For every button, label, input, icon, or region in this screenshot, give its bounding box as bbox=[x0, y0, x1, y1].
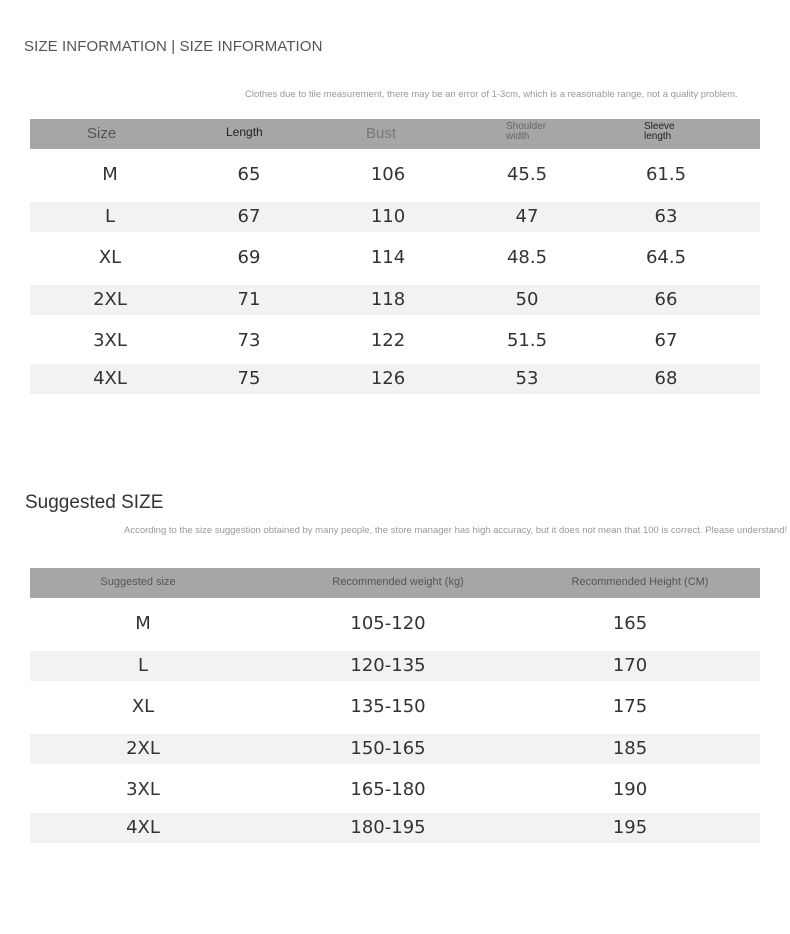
table-cell: 106 bbox=[370, 164, 406, 185]
table-cell: 185 bbox=[612, 738, 648, 759]
table-cell: 75 bbox=[237, 368, 261, 389]
size-chart-header bbox=[30, 119, 760, 149]
size-information-title: SIZE INFORMATION | SIZE INFORMATION bbox=[24, 38, 323, 55]
header-bust: Bust bbox=[366, 125, 397, 142]
table-row bbox=[30, 243, 760, 273]
table-cell: 68 bbox=[654, 368, 678, 389]
table-cell: 48.5 bbox=[506, 247, 548, 268]
table-cell: 73 bbox=[237, 330, 261, 351]
measurement-note: Clothes due to tile measurement, there may be an error of 1-3cm, which is a reasonable range, not a quality problem. bbox=[245, 89, 738, 100]
table-row bbox=[30, 692, 760, 722]
table-row bbox=[30, 364, 760, 394]
table-cell: 195 bbox=[612, 817, 648, 838]
table-cell: 53 bbox=[515, 368, 539, 389]
table-cell: 110 bbox=[370, 206, 406, 227]
header-suggested-size: Suggested size bbox=[100, 576, 176, 588]
header-recommended-weight: Recommended weight (kg) bbox=[332, 576, 464, 588]
table-cell: 2XL bbox=[93, 289, 127, 310]
suggested-size-header bbox=[30, 568, 760, 598]
table-cell: 2XL bbox=[126, 738, 160, 759]
table-cell: 114 bbox=[370, 247, 406, 268]
table-cell: L bbox=[104, 206, 116, 227]
table-cell: 69 bbox=[237, 247, 261, 268]
table-cell: 118 bbox=[370, 289, 406, 310]
suggested-size-table bbox=[30, 568, 760, 848]
table-cell: 4XL bbox=[126, 817, 160, 838]
table-row bbox=[30, 609, 760, 639]
table-cell: 3XL bbox=[126, 779, 160, 800]
table-cell: XL bbox=[98, 247, 122, 268]
table-cell: 45.5 bbox=[506, 164, 548, 185]
header-shoulder-width bbox=[506, 122, 546, 152]
header-shoulder-line1: Shoulder bbox=[506, 121, 547, 132]
header-size: Size bbox=[87, 125, 117, 142]
table-cell: 126 bbox=[370, 368, 406, 389]
suggested-size-note: According to the size suggestion obtained by many people, the store manager has high accuracy, but it does not mean that 100 is correct. Please understand! bbox=[124, 525, 788, 536]
table-row bbox=[30, 326, 760, 356]
table-cell: 150-165 bbox=[350, 738, 426, 759]
table-cell: M bbox=[102, 164, 118, 185]
table-cell: 190 bbox=[612, 779, 648, 800]
header-sleeve-length bbox=[644, 122, 675, 152]
table-cell: 50 bbox=[515, 289, 539, 310]
header-shoulder-line2: width bbox=[506, 131, 530, 142]
table-cell: 120-135 bbox=[350, 655, 426, 676]
table-row bbox=[30, 202, 760, 232]
table-row bbox=[30, 813, 760, 843]
table-cell: 175 bbox=[612, 696, 648, 717]
table-cell: 64.5 bbox=[645, 247, 687, 268]
table-cell: 61.5 bbox=[645, 164, 687, 185]
table-cell: 67 bbox=[654, 330, 678, 351]
table-row bbox=[30, 775, 760, 805]
header-sleeve-line2: length bbox=[644, 131, 672, 142]
table-cell: XL bbox=[131, 696, 155, 717]
table-row bbox=[30, 651, 760, 681]
table-cell: 165 bbox=[612, 613, 648, 634]
table-cell: 47 bbox=[515, 206, 539, 227]
table-cell: 135-150 bbox=[350, 696, 426, 717]
table-row bbox=[30, 160, 760, 190]
size-chart-table bbox=[30, 119, 760, 399]
table-cell: 71 bbox=[237, 289, 261, 310]
table-cell: 51.5 bbox=[506, 330, 548, 351]
table-cell: 180-195 bbox=[350, 817, 426, 838]
table-cell: 65 bbox=[237, 164, 261, 185]
header-length: Length bbox=[226, 125, 263, 139]
table-cell: 66 bbox=[654, 289, 678, 310]
header-sleeve-line1: Sleeve bbox=[644, 121, 675, 132]
table-cell: 165-180 bbox=[350, 779, 426, 800]
table-cell: 170 bbox=[612, 655, 648, 676]
table-row bbox=[30, 285, 760, 315]
suggested-size-title: Suggested SIZE bbox=[25, 492, 164, 513]
table-cell: 67 bbox=[237, 206, 261, 227]
table-cell: L bbox=[137, 655, 149, 676]
table-cell: 105-120 bbox=[350, 613, 426, 634]
table-row bbox=[30, 734, 760, 764]
table-cell: 63 bbox=[654, 206, 678, 227]
table-cell: M bbox=[135, 613, 151, 634]
table-cell: 4XL bbox=[93, 368, 127, 389]
table-cell: 122 bbox=[370, 330, 406, 351]
header-recommended-height: Recommended Height (CM) bbox=[571, 576, 709, 588]
table-cell: 3XL bbox=[93, 330, 127, 351]
